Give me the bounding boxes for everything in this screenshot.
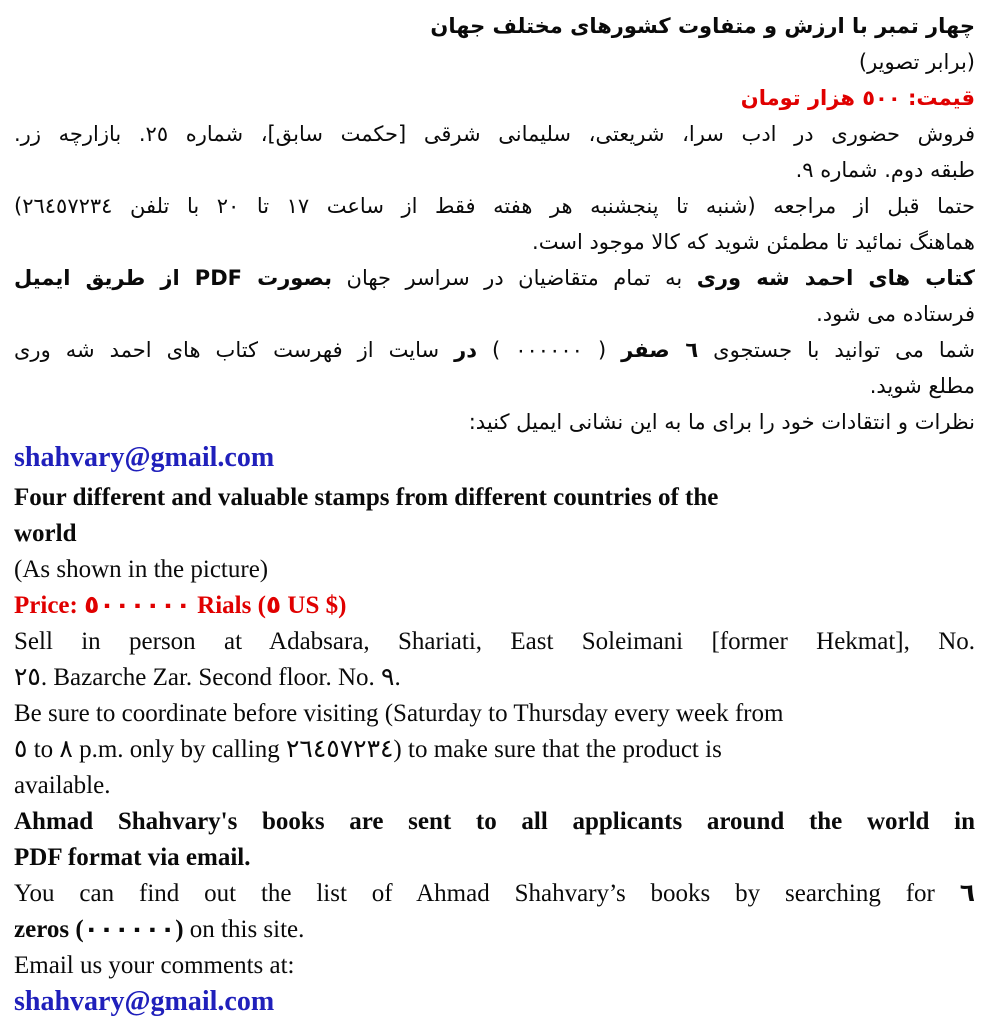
en-title-line2: world <box>14 520 77 547</box>
fa-search-tail-text: سایت از فهرست کتاب های احمد شه وری <box>14 338 455 362</box>
email-link-bottom[interactable]: shahvary@gmail.com <box>14 986 275 1017</box>
fa-picture-note: (برابر تصویر) <box>858 50 975 74</box>
en-books-line2: PDF format via email. <box>14 844 251 871</box>
fa-search-line2: مطلع شوید. <box>869 374 975 398</box>
fa-price: قیمت: ٥٠٠ هزار تومان <box>740 86 975 110</box>
fa-search-zeros-parens: ( ٠٠٠٠٠٠ ) <box>476 338 622 362</box>
fa-books-line2: فرستاده می شود. <box>816 302 975 326</box>
en-sell-line2: ٢٥. Bazarche Zar. Second floor. No. ٩. <box>14 664 401 691</box>
fa-books-middle-text: به تمام متقاضیان در سراسر جهان <box>332 266 697 290</box>
email-line-bottom <box>14 984 975 1024</box>
en-visit-line3: available. <box>14 772 111 799</box>
fa-search-lead-text: شما می توانید با جستجوی <box>698 338 976 362</box>
en-search-zeros-bold: zeros (٠٠٠٠٠٠) <box>14 916 184 943</box>
en-search-line1 <box>14 876 975 912</box>
en-picture-note: (As shown in the picture) <box>14 556 269 583</box>
en-comments-note: Email us your comments at: <box>14 952 295 979</box>
en-search-tail-text: on this site. <box>183 916 305 943</box>
en-search-lead-text: You can find out the list of Ahmad Shahvary’s books by searching for <box>14 880 960 907</box>
en-sell-line1: Sell in person at Adabsara, Shariati, East Soleimani [former Hekmat], No. <box>14 628 975 655</box>
email-line-top <box>14 440 975 480</box>
fa-comments-note: نظرات و انتقادات خود را برای ما به این نشانی ایمیل کنید: <box>468 410 975 434</box>
email-link-top[interactable]: shahvary@gmail.com <box>14 442 275 473</box>
fa-books-pdf-email-bold: بصورت PDF از طریق ایمیل <box>14 266 333 290</box>
fa-search-dar-bold: در <box>454 338 477 362</box>
fa-title: چهار تمبر با ارزش و متفاوت کشورهای مختلف جهان <box>430 14 975 38</box>
fa-visit-line1: حتما قبل از مراجعه (شنبه تا پنجشنبه هر هفته فقط از ساعت ١٧ تا ٢٠ با تلفن ٢٦٤٥٧٢٣٤) <box>14 194 976 218</box>
en-price: Price: ٥٠٠٠٠٠٠ Rials (٥ US $) <box>14 592 347 619</box>
en-visit-line2: ٥ to ٨ p.m. only by calling ٢٦٤٥٧٢٣٤) to make sure that the product is <box>14 736 722 763</box>
fa-address-line2: طبقه دوم. شماره ٩. <box>795 158 975 182</box>
en-title-line1: Four different and valuable stamps from different countries of the <box>14 484 719 511</box>
fa-search-six-zeros-bold: ٦ صفر <box>621 338 699 362</box>
en-books-line1: Ahmad Shahvary's books are sent to all applicants around the world in <box>14 808 975 835</box>
fa-search-line1 <box>14 332 975 368</box>
fa-books-line1 <box>14 260 975 296</box>
en-search-six-digit-bold: ٦ <box>959 880 975 907</box>
en-visit-line1: Be sure to coordinate before visiting (Saturday to Thursday every week from <box>14 700 784 727</box>
fa-address-line1: فروش حضوری در ادب سرا، شریعتی، سلیمانی شرقی [حکمت سابق]، شماره ٢٥. بازارچه زر. <box>14 122 975 146</box>
en-search-line2 <box>14 912 975 948</box>
fa-visit-line2: هماهنگ نمائید تا مطمئن شوید که کالا موجود است. <box>532 230 975 254</box>
fa-books-author-bold: کتاب های احمد شه وری <box>696 266 975 290</box>
